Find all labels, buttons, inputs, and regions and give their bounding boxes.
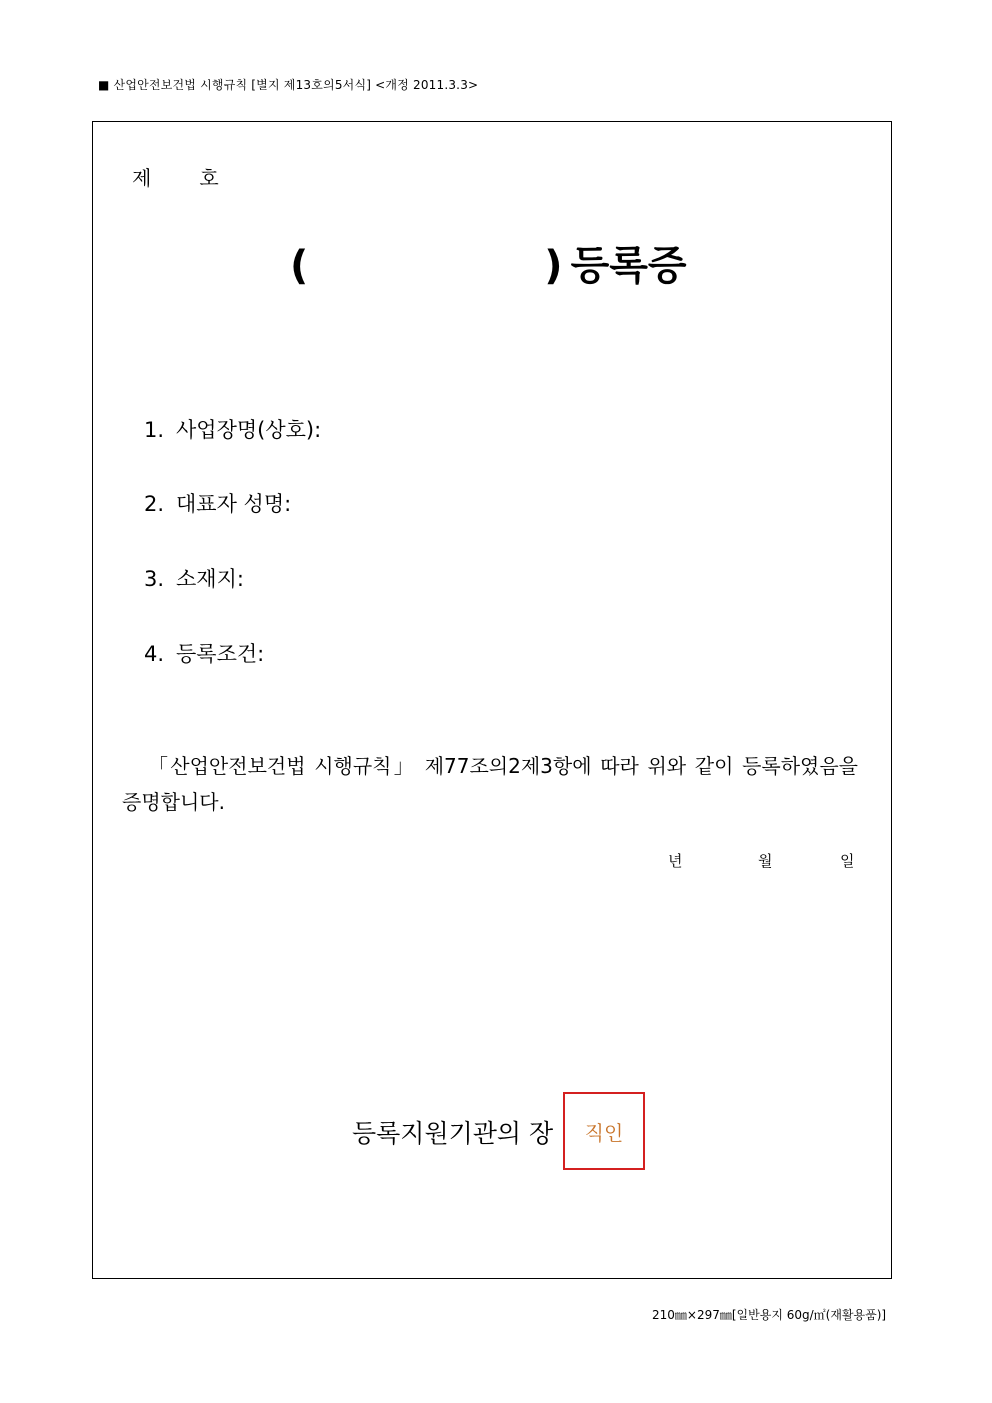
document-number — [132, 162, 219, 191]
field-business-name — [144, 414, 321, 444]
issuer-title: 등록지원기관의 장 — [352, 1119, 554, 1148]
date-month-label: 월 — [758, 852, 773, 870]
document-title — [290, 234, 686, 291]
field-representative-name — [144, 488, 291, 518]
form-reference: ■ 산업안전보건법 시행규칙 [별지 제13호의5서식] <개정 2011.3.3> — [98, 78, 479, 92]
official-seal — [563, 1092, 645, 1170]
field-address — [144, 563, 244, 593]
field-number: 3. — [144, 567, 165, 591]
field-label: 소재지: — [176, 567, 244, 591]
date-year-label: 년 — [668, 852, 683, 870]
certification-statement: 「산업안전보건법 시행규칙」 제77조의2제3항에 따라 위와 같이 등록하였음을 증명합니다. — [122, 754, 858, 814]
seal-label: 직인 — [584, 1120, 624, 1145]
field-number: 2. — [144, 492, 165, 516]
field-label: 사업장명(상호): — [176, 418, 322, 442]
field-number: 1. — [144, 418, 165, 442]
title-open-paren: ( — [290, 243, 309, 289]
field-registration-conditions — [144, 638, 264, 668]
paper-specification: 210㎜×297㎜[일반용지 60g/㎡(재활용품)] — [652, 1308, 887, 1322]
field-label: 등록조건: — [176, 642, 265, 666]
document-number-label-ho: 호 — [199, 166, 219, 190]
document-number-label-je: 제 — [132, 166, 152, 190]
document-frame — [92, 121, 892, 1279]
title-suffix: 등록증 — [570, 243, 687, 289]
title-close-paren: ) — [544, 243, 563, 289]
field-number: 4. — [144, 642, 165, 666]
field-label: 대표자 성명: — [176, 492, 292, 516]
date-day-label: 일 — [840, 852, 855, 870]
